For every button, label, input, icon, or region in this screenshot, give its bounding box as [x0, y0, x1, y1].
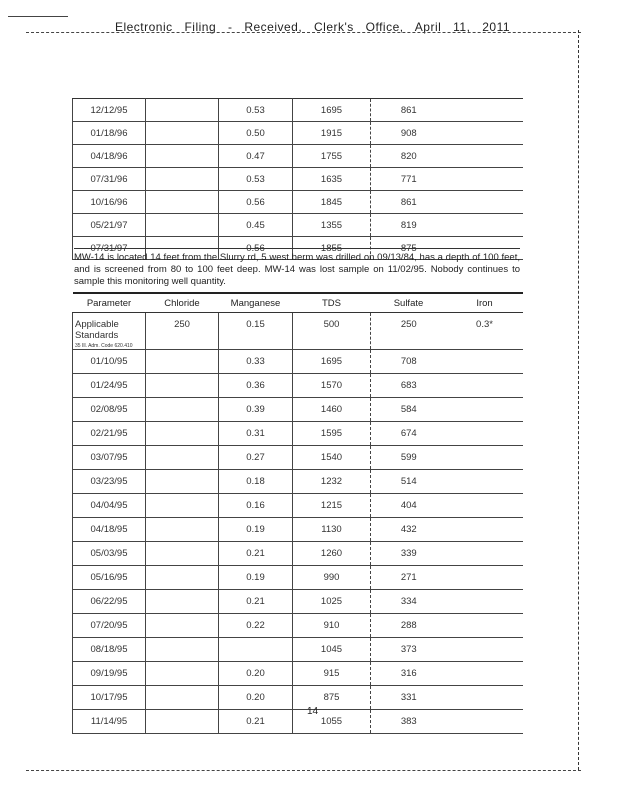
- mw14-description: MW-14 is located 14 feet from the Slurry rd, 5 west berm was drilled on 09/13/84, has a depth of 100 feet, and is screened from 80 to 100 feet deep. MW-14 was lost sample on 11/02/95. Nobody continues to sample this monitoring well quantity.: [74, 248, 520, 288]
- table-header-row: [73, 293, 523, 313]
- mw14-results-table: [72, 292, 523, 734]
- cell-date: 04/18/96: [73, 145, 146, 168]
- cell-iron: [447, 191, 523, 214]
- cell-manganese: 0.21: [219, 542, 293, 566]
- cell-manganese: 0.19: [219, 566, 293, 590]
- cell-iron: [447, 590, 523, 614]
- cell-date: 06/22/95: [73, 590, 146, 614]
- cell-tds: 1232: [293, 470, 371, 494]
- cell-iron: [447, 374, 523, 398]
- cell-chloride: [146, 214, 219, 237]
- table-row: [73, 446, 523, 470]
- cell-manganese: 0.18: [219, 470, 293, 494]
- table-row: [73, 542, 523, 566]
- cell-manganese: 0.16: [219, 494, 293, 518]
- cell-tds: 1595: [293, 422, 371, 446]
- standard-chloride: 250: [146, 313, 219, 350]
- cell-date: 11/14/95: [73, 710, 146, 734]
- cell-iron: [447, 614, 523, 638]
- table-row: [73, 398, 523, 422]
- cell-manganese: 0.20: [219, 686, 293, 710]
- cell-tds: 910: [293, 614, 371, 638]
- cell-iron: [447, 446, 523, 470]
- page-border-right: [578, 30, 579, 770]
- cell-manganese: 0.45: [219, 214, 293, 237]
- cell-sulfate: 683: [371, 374, 447, 398]
- mw-results-table-continued: [72, 98, 523, 260]
- cell-date: 03/07/95: [73, 446, 146, 470]
- table-row: [73, 350, 523, 374]
- cell-tds: 1055: [293, 710, 371, 734]
- cell-manganese: 0.53: [219, 168, 293, 191]
- standards-label: Applicable Standards: [75, 319, 119, 341]
- cell-sulfate: 373: [371, 638, 447, 662]
- cell-manganese: 0.53: [219, 99, 293, 122]
- scan-mark: [8, 16, 68, 17]
- cell-tds: 915: [293, 662, 371, 686]
- cell-iron: [447, 518, 523, 542]
- cell-sulfate: 383: [371, 710, 447, 734]
- cell-iron: [447, 168, 523, 191]
- table-row: [73, 566, 523, 590]
- table-row: [73, 590, 523, 614]
- cell-manganese: 0.36: [219, 374, 293, 398]
- cell-iron: [447, 145, 523, 168]
- standard-sulfate: 250: [371, 313, 447, 350]
- cell-sulfate: 288: [371, 614, 447, 638]
- cell-sulfate: 708: [371, 350, 447, 374]
- cell-date: 04/04/95: [73, 494, 146, 518]
- cell-sulfate: 514: [371, 470, 447, 494]
- cell-tds: 1460: [293, 398, 371, 422]
- table-row: [73, 518, 523, 542]
- cell-manganese: 0.50: [219, 122, 293, 145]
- cell-chloride: [146, 638, 219, 662]
- cell-sulfate: 331: [371, 686, 447, 710]
- cell-chloride: [146, 122, 219, 145]
- cell-manganese: 0.56: [219, 237, 293, 260]
- cell-iron: [447, 350, 523, 374]
- cell-tds: 1045: [293, 638, 371, 662]
- cell-manganese: [219, 638, 293, 662]
- cell-iron: [447, 214, 523, 237]
- cell-iron: [447, 398, 523, 422]
- cell-chloride: [146, 99, 219, 122]
- cell-chloride: [146, 374, 219, 398]
- header-iron: Iron: [447, 293, 523, 313]
- cell-manganese: 0.20: [219, 662, 293, 686]
- standards-row: [73, 313, 523, 350]
- table-row: [73, 122, 523, 145]
- header-tds: TDS: [293, 293, 371, 313]
- cell-chloride: [146, 566, 219, 590]
- table-row: [73, 614, 523, 638]
- cell-chloride: [146, 518, 219, 542]
- cell-chloride: [146, 398, 219, 422]
- cell-iron: [447, 122, 523, 145]
- filing-header: Electronic Filing - Received, Clerk's Office, April 11, 2011: [114, 20, 511, 34]
- cell-tds: 1695: [293, 350, 371, 374]
- cell-iron: [447, 662, 523, 686]
- cell-chloride: [146, 662, 219, 686]
- cell-iron: [447, 494, 523, 518]
- header-chloride: Chloride: [146, 293, 219, 313]
- cell-manganese: 0.56: [219, 191, 293, 214]
- cell-chloride: [146, 168, 219, 191]
- cell-tds: 1915: [293, 122, 371, 145]
- page-border-top: [26, 32, 581, 33]
- page-border-bottom: [26, 770, 581, 771]
- table-row: [73, 422, 523, 446]
- cell-sulfate: 875: [371, 237, 447, 260]
- table-row: [73, 214, 523, 237]
- cell-sulfate: 339: [371, 542, 447, 566]
- standards-citation: 35 Ill. Adm. Code 620.410: [75, 343, 133, 349]
- table-row: [73, 638, 523, 662]
- table-row: [73, 470, 523, 494]
- table-row: [73, 494, 523, 518]
- cell-chloride: [146, 542, 219, 566]
- cell-sulfate: 404: [371, 494, 447, 518]
- cell-tds: 1355: [293, 214, 371, 237]
- table-row: [73, 191, 523, 214]
- cell-sulfate: 861: [371, 191, 447, 214]
- cell-manganese: 0.47: [219, 145, 293, 168]
- cell-iron: [447, 638, 523, 662]
- cell-manganese: 0.19: [219, 518, 293, 542]
- cell-date: 09/19/95: [73, 662, 146, 686]
- cell-iron: [447, 542, 523, 566]
- cell-iron: [447, 566, 523, 590]
- page-number: 14: [306, 706, 319, 717]
- cell-date: 08/18/95: [73, 638, 146, 662]
- cell-iron: [447, 99, 523, 122]
- cell-iron: [447, 470, 523, 494]
- cell-sulfate: 674: [371, 422, 447, 446]
- cell-tds: 1215: [293, 494, 371, 518]
- cell-chloride: [146, 494, 219, 518]
- cell-sulfate: 334: [371, 590, 447, 614]
- cell-tds: 990: [293, 566, 371, 590]
- cell-chloride: [146, 590, 219, 614]
- table-row: [73, 145, 523, 168]
- cell-tds: 1025: [293, 590, 371, 614]
- cell-date: 07/20/95: [73, 614, 146, 638]
- cell-sulfate: 316: [371, 662, 447, 686]
- cell-date: 05/16/95: [73, 566, 146, 590]
- cell-iron: [447, 422, 523, 446]
- cell-tds: 1755: [293, 145, 371, 168]
- cell-manganese: 0.39: [219, 398, 293, 422]
- cell-date: 12/12/95: [73, 99, 146, 122]
- cell-tds: 1570: [293, 374, 371, 398]
- cell-tds: 1540: [293, 446, 371, 470]
- cell-date: 02/21/95: [73, 422, 146, 446]
- cell-sulfate: 584: [371, 398, 447, 422]
- cell-sulfate: 271: [371, 566, 447, 590]
- cell-manganese: 0.27: [219, 446, 293, 470]
- cell-date: 05/03/95: [73, 542, 146, 566]
- cell-sulfate: 908: [371, 122, 447, 145]
- cell-date: 04/18/95: [73, 518, 146, 542]
- cell-chloride: [146, 614, 219, 638]
- cell-tds: 1855: [293, 237, 371, 260]
- cell-date: 03/23/95: [73, 470, 146, 494]
- cell-tds: 1260: [293, 542, 371, 566]
- cell-chloride: [146, 145, 219, 168]
- standard-tds: 500: [293, 313, 371, 350]
- cell-chloride: [146, 422, 219, 446]
- cell-manganese: 0.22: [219, 614, 293, 638]
- header-sulfate: Sulfate: [371, 293, 447, 313]
- cell-manganese: 0.21: [219, 710, 293, 734]
- cell-sulfate: 819: [371, 214, 447, 237]
- cell-manganese: 0.21: [219, 590, 293, 614]
- cell-tds: 1130: [293, 518, 371, 542]
- standards-label-cell: [73, 313, 146, 350]
- cell-sulfate: 820: [371, 145, 447, 168]
- cell-date: 10/16/96: [73, 191, 146, 214]
- cell-date: 05/21/97: [73, 214, 146, 237]
- table-row: [73, 662, 523, 686]
- cell-manganese: 0.31: [219, 422, 293, 446]
- cell-tds: 1845: [293, 191, 371, 214]
- standard-iron: 0.3*: [447, 313, 523, 350]
- cell-date: 07/31/96: [73, 168, 146, 191]
- table-row: [73, 168, 523, 191]
- header-manganese: Manganese: [219, 293, 293, 313]
- cell-sulfate: 771: [371, 168, 447, 191]
- cell-date: 01/18/96: [73, 122, 146, 145]
- cell-date: 10/17/95: [73, 686, 146, 710]
- cell-sulfate: 432: [371, 518, 447, 542]
- table-row: [73, 374, 523, 398]
- cell-date: 02/08/95: [73, 398, 146, 422]
- header-date: Parameter: [73, 293, 146, 313]
- cell-chloride: [146, 470, 219, 494]
- cell-date: 01/10/95: [73, 350, 146, 374]
- cell-chloride: [146, 191, 219, 214]
- cell-tds: 1695: [293, 99, 371, 122]
- cell-manganese: 0.33: [219, 350, 293, 374]
- cell-date: 01/24/95: [73, 374, 146, 398]
- cell-sulfate: 599: [371, 446, 447, 470]
- cell-chloride: [146, 446, 219, 470]
- cell-chloride: [146, 350, 219, 374]
- cell-sulfate: 861: [371, 99, 447, 122]
- cell-date: 07/31/97: [73, 237, 146, 260]
- cell-tds: 1635: [293, 168, 371, 191]
- table-row: [73, 99, 523, 122]
- standard-manganese: 0.15: [219, 313, 293, 350]
- cell-tds: 875: [293, 686, 371, 710]
